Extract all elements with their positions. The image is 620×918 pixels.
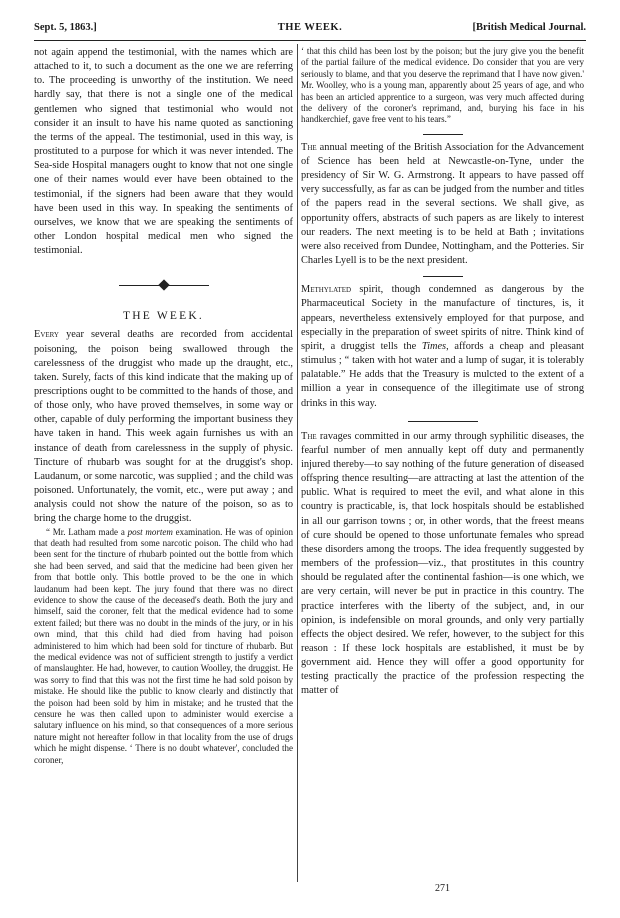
quote-continuation: ‘ that this child has been lost by the poison; but the jury give you the benefit of the partial failure of the medical evidence. Do consider that you are very seriously to blame, and that you deserve the reprimand that I have now given.' Mr. Woolley, who is a young man, apparently about 25 years of age, and who has been an articled apprentice to a surgeon, was very much affected during the delivery of the coroner's reprimand, and, burying his face in his handkerchief, gave free vent to his tears.” [301,46,584,125]
week-paragraph-text: year several deaths are recorded from accidental poisoning, the poison being swallowed through the carelessness of the druggist who made up the draught, etc., taken. Surely, facts of this kind indicate that the making up of prescriptions ought to be committed to the hands of those, and of those only, who have proved themselves, in some way or other, capable of duly performing the important business they have taken in hand. This week again furnishes us with an instance of death from carelessness in the supply of physic. Tincture of rhubarb was sought for at the druggist's shop. Laudanum, or some narcotic, was supplied ; and the child was poisoned. Unfortunately, the vomit, etc., were put away ; and analysis could not show the nature of the poison, so as to bring the charge home to the druggist. [34,329,293,525]
p2-emphasis: Times [421,340,447,352]
intro-paragraph: not again append the testimonial, with the names which are attached to it, to such a document as the one we are referring to. The proceeding is unworthy of the institution. We need hardly say, that there is not a single one of the medical gentlemen who signed that testimonial who would not consider it an insult to have his name quoted as sanctioning the terms of the appeal. The testimonial, used in this way, is prostituted to a purpose for which it was never intended. The Sea-side Hospital managers ought to know that not one single one of their names would ever have been obtained to the testimonial, if the signers had been aware that they would have been used in this way. In speaking the sentiments of ourselves, we know that we are speaking the sentiments of other London hospital medical men who signed the testimonial. [34,47,293,257]
section-rule-2 [423,276,463,277]
week-lead-word: Every [34,329,59,341]
p2-text-a: spirit, though condemned as dangerous by the Pharmaceutical Society in the manufacture of tinctures, is, it appears, nevertheless extensively employed for that purpose, and especially in the preparation of sweet spirits of nitre. Think kind of spirit, a druggist tells the [301,284,584,352]
header-title: THE WEEK. [277,22,343,33]
header-rule [34,40,586,41]
right-column [301,46,584,699]
diamond-icon [158,280,169,291]
inquest-quote [34,527,293,767]
quote-part-b: examination. He was of opinion that death had resulted from some narcotic poison. The child who had been sent for the tincture of rhubarb pointed out the bottle from which she had been served, and said that the medicine had been given her from that bottle only. This bottle proved to be the one in which laudanum had been kept. The jury found that there was no direct evidence to show the cause of the deceased's death. Both the jury and himself, said the coroner, felt that the medical evidence had to some extent failed; but there was no doubt in the minds of the jury, or in his own mind, that this child had died from having had poison administered to him which had been sold for tincture of rhubarb. But the medical evidence was not of sufficient strength to justify a verdict of manslaughter. He had, however, to caution Woolley, the druggist. He was sorry to find that this was not the first time he had sold poison by mistake. He should like the public to know clearly and distinctly that the poison had been sold by him in mistake; and he trusted that the censure he was then called upon to administer would exercise a salutary influence on his mind, so that consequences of a more serious nature might not hereafter follow in that locality from the use of drugs which he might dispense. ‘ There is no doubt whatever', concluded the coroner, [34,526,293,765]
section-ornament [119,280,209,292]
section-rule-3 [408,421,478,422]
left-column [34,46,293,766]
p1-lead-word: The [301,141,317,153]
section-rule-1 [423,134,463,135]
running-header [34,22,586,38]
section-title: THE WEEK. [123,310,204,323]
header-journal: [British Medical Journal. [472,22,586,33]
page-number: 271 [435,883,450,894]
p2-text-b: , affords a cheap and pleasant stimulus ; “ taken with hot water and a lump of sugar, it is tolerably palatable.” He adds that the Treasury is mulcted to the extent of a million a year in consequence of the illegitimate use of strong drinks in this way. [301,340,584,409]
p2-lead-word: Methylated [301,284,352,296]
methylated-spirit-paragraph [301,283,584,410]
column-divider [297,44,298,882]
quote-part-a: “ Mr. Latham made a [46,526,128,537]
british-association-paragraph [301,141,584,268]
lock-hospitals-paragraph [301,430,584,699]
header-date: Sept. 5, 1863.] [34,22,97,33]
quote-emphasis: post mortem [127,526,173,537]
p1-text: annual meeting of the British Association for the Advancement of Science has been held at Newcastle-on-Tyne, under the presidency of Sir W. G. Armstrong. It appears to have passed off very successfully, as far as can be judged from the number and titles of the papers read in the several sections. We shall give, as opportunity offers, abstracts of such papers as are likely to interest our readers. The next meeting is to be held at Bath ; invitations were also received from Dundee, Nottingham, and the Potteries. Sir Charles Lyell is to be the next president. [301,141,584,267]
week-paragraph [34,328,293,526]
p3-text: ravages committed in our army through syphilitic diseases, the fearful number of men annually kept off duty and permanently injured thereby—to say nothing of the future generation of diseased offspring thence resulting—are attracting at last the attention of the public. What is required to meet the evil, and what alone in this country is practicable, is, that lock hospitals should be established in all our garrison towns ; or, in other words, that the freest means of cure should be opened to those unfortunate females who spread these disorders among the troops. The idea frequently suggested by members of the profession—viz., that prostitutes in this country should be regulated after the continental fashion—is one which, we are very certain, will never be put in practice in this country. The practice interferes with the liberty of the subject, and, in our opinion, is indefensible on moral grounds, and only very partially effects the object desired. We refer, however, to the subject for this reason : If these lock hospitals are established, it must be by government aid. Hence they will offer a good opportunity for testing practically the practice of the profession respecting the matter of [301,430,584,697]
p3-lead-word: The [301,430,317,442]
